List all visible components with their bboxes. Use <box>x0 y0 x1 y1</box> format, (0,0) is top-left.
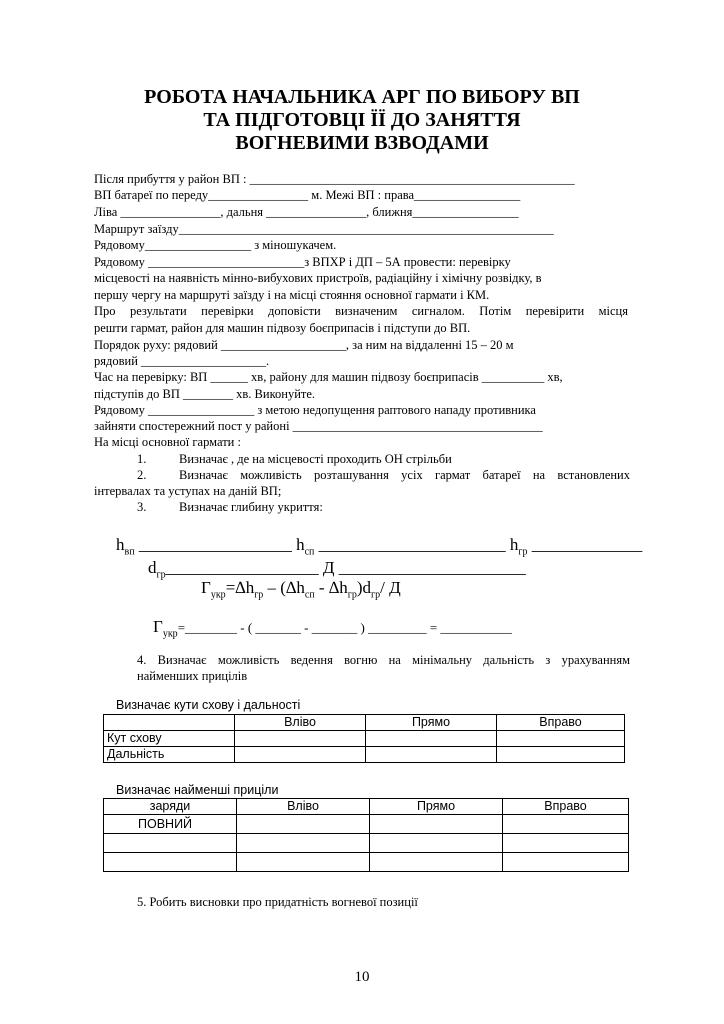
text-line: підступів до ВП ________ хв. Виконуйте. <box>94 387 316 401</box>
table-cell <box>237 834 370 853</box>
angles-table <box>103 714 625 763</box>
text-line: Про результати перевірки доповісти визначеним сигналом. Потім перевірити місця <box>94 304 628 318</box>
page-title <box>60 86 664 155</box>
formula-blank: =________ - ( _______ - _______ ) _________ = ___________ <box>177 620 512 635</box>
table-header-row <box>104 715 625 731</box>
table-cell <box>235 747 366 763</box>
formula-blank: ______________________ <box>314 535 510 554</box>
item-text: Визначає глибину укриття: <box>179 500 323 514</box>
table-cell <box>237 853 370 872</box>
formula-sub: сп <box>304 546 315 558</box>
table-cell <box>503 815 629 834</box>
table-header-cell: заряди <box>104 799 237 815</box>
title-line-2: ТА ПІДГОТОВЦІ ЇЇ ДО ЗАНЯТТЯ <box>203 109 521 131</box>
table-cell <box>370 853 503 872</box>
formula-delta: ∆ <box>328 578 340 597</box>
formula-sub: гр <box>254 589 264 601</box>
item-text: Визначає можливість розташування усіх гармат батареї на встановлених <box>179 468 630 482</box>
text-line: Час на перевірку: ВП ______ хв, району для машин підвозу боєприпасів __________ хв, <box>94 370 563 384</box>
table-header-cell: Вправо <box>503 799 629 815</box>
formula-blank: __________________ <box>134 535 297 554</box>
text-line: На місці основної гармати : <box>94 435 241 449</box>
table-row <box>104 731 625 747</box>
formula-sub: гр <box>156 569 166 581</box>
formula-sub: укр <box>162 628 178 640</box>
formula-h: h <box>339 578 348 597</box>
table-cell: Кут схову <box>104 731 235 747</box>
table-caption: Визначає кути схову і дальності <box>116 698 301 712</box>
item-number: 1. <box>137 452 147 466</box>
formula-gamma: Г <box>153 617 163 636</box>
formula-d: d <box>362 578 372 597</box>
text-line: першу чергу на маршруті заїзду і на місці стояння основної гармати і КМ. <box>94 288 490 302</box>
formula-op: - <box>314 578 329 597</box>
title-line-3: ВОГНЕВИМИ ВЗВОДАМИ <box>235 132 489 154</box>
table-cell <box>104 834 237 853</box>
table-cell <box>237 815 370 834</box>
formula-blank: _____________ <box>527 535 643 554</box>
text-line: Порядок руху: рядовий ____________________, за ним на віддаленні 15 – 20 м <box>94 338 514 352</box>
text-line: зайняти спостережний пост у районі ________________________________________ <box>94 419 543 433</box>
formula-h: h <box>116 535 125 554</box>
formula-sub: сп <box>304 589 315 601</box>
formula-sub: гр <box>518 546 528 558</box>
formula-h: h <box>296 578 305 597</box>
formula-h: h <box>509 535 519 554</box>
formula-op: = <box>225 578 236 597</box>
table-header-cell: Прямо <box>370 799 503 815</box>
table-cell <box>370 815 503 834</box>
text-line: Рядовому _________________ з метою недопущення раптового нападу противника <box>94 403 536 417</box>
table-header-cell: Вліво <box>237 799 370 815</box>
formula-D: Д <box>322 558 335 577</box>
item-number: 3. <box>137 500 147 514</box>
item-text: Визначає , де на місцевості проходить ОН стрільби <box>179 452 452 466</box>
table-cell <box>370 834 503 853</box>
table-header-cell: Вправо <box>497 715 625 731</box>
text-line: Після прибуття у район ВП : ____________________________________________________ <box>94 172 575 186</box>
formula-blank: __________________ <box>165 558 323 577</box>
page-number: 10 <box>354 969 370 985</box>
text-line: решти гармат, район для машин підвозу боєприпасів і підступи до ВП. <box>94 321 471 335</box>
table-cell <box>497 731 625 747</box>
formula-sub: вп <box>124 546 135 558</box>
formula-op: / Д <box>380 578 401 597</box>
table-row <box>104 853 629 872</box>
formula-gamma: Г <box>201 578 211 597</box>
formula-sub: укр <box>210 589 226 601</box>
formula-h: h <box>296 535 305 554</box>
text-line: Рядовому_________________ з міношукачем. <box>94 238 337 252</box>
text-line: Ліва ________________, дальня ________________, ближня_________________ <box>94 205 519 219</box>
text-line: Маршрут заїзду____________________________________________________________ <box>94 222 554 236</box>
table-header-cell <box>104 715 235 731</box>
table-cell <box>503 853 629 872</box>
table-cell <box>497 747 625 763</box>
formula-row-4 <box>153 617 512 644</box>
text-line: ВП батареї по переду________________ м. Межі ВП : права_________________ <box>94 188 521 202</box>
table-cell <box>235 731 366 747</box>
table-cell <box>366 747 497 763</box>
item-text: інтервалах та уступах на даній ВП; <box>94 484 282 498</box>
table-row <box>104 815 629 834</box>
formula-delta: ∆ <box>235 578 246 597</box>
table-header-cell: Вліво <box>235 715 366 731</box>
formula-op: – ( <box>263 578 286 597</box>
table-cell <box>366 731 497 747</box>
text-line: місцевості на наявність мінно-вибухових пристроїв, радіаційну і хімічну розвідку, в <box>94 271 542 285</box>
formula-h: h <box>245 578 255 597</box>
table-cell: Дальність <box>104 747 235 763</box>
table-caption: Визначає найменші приціли <box>116 783 279 797</box>
item-text: 5. Робить висновки про придатність вогневої позиції <box>137 895 418 909</box>
table-cell <box>503 834 629 853</box>
table-row <box>104 834 629 853</box>
table-cell: ПОВНИЙ <box>104 815 237 834</box>
formula-sub: гр <box>371 589 381 601</box>
formula-op: ) <box>356 578 363 597</box>
formula-d: d <box>148 558 157 577</box>
text-line: рядовий ____________________. <box>94 354 270 368</box>
formula-row-3 <box>201 578 401 605</box>
formula-delta: ∆ <box>285 578 297 597</box>
table-header-row <box>104 799 629 815</box>
item-text: найменших прицілів <box>137 669 248 683</box>
table-row <box>104 747 625 763</box>
table-cell <box>104 853 237 872</box>
item-number: 2. <box>137 468 147 482</box>
formula-sub: гр <box>347 589 357 601</box>
table-header-cell: Прямо <box>366 715 497 731</box>
item-text: 4. Визначає можливість ведення вогню на мінімальну дальність з урахуванням <box>137 653 630 667</box>
title-line-1: РОБОТА НАЧАЛЬНИКА АРГ ПО ВИБОРУ ВП <box>144 86 580 108</box>
sights-table <box>103 798 629 872</box>
formula-blank: ______________________ <box>334 558 526 577</box>
text-line: Рядовому _________________________з ВПХР і ДП – 5А провести: перевірку <box>94 255 511 269</box>
